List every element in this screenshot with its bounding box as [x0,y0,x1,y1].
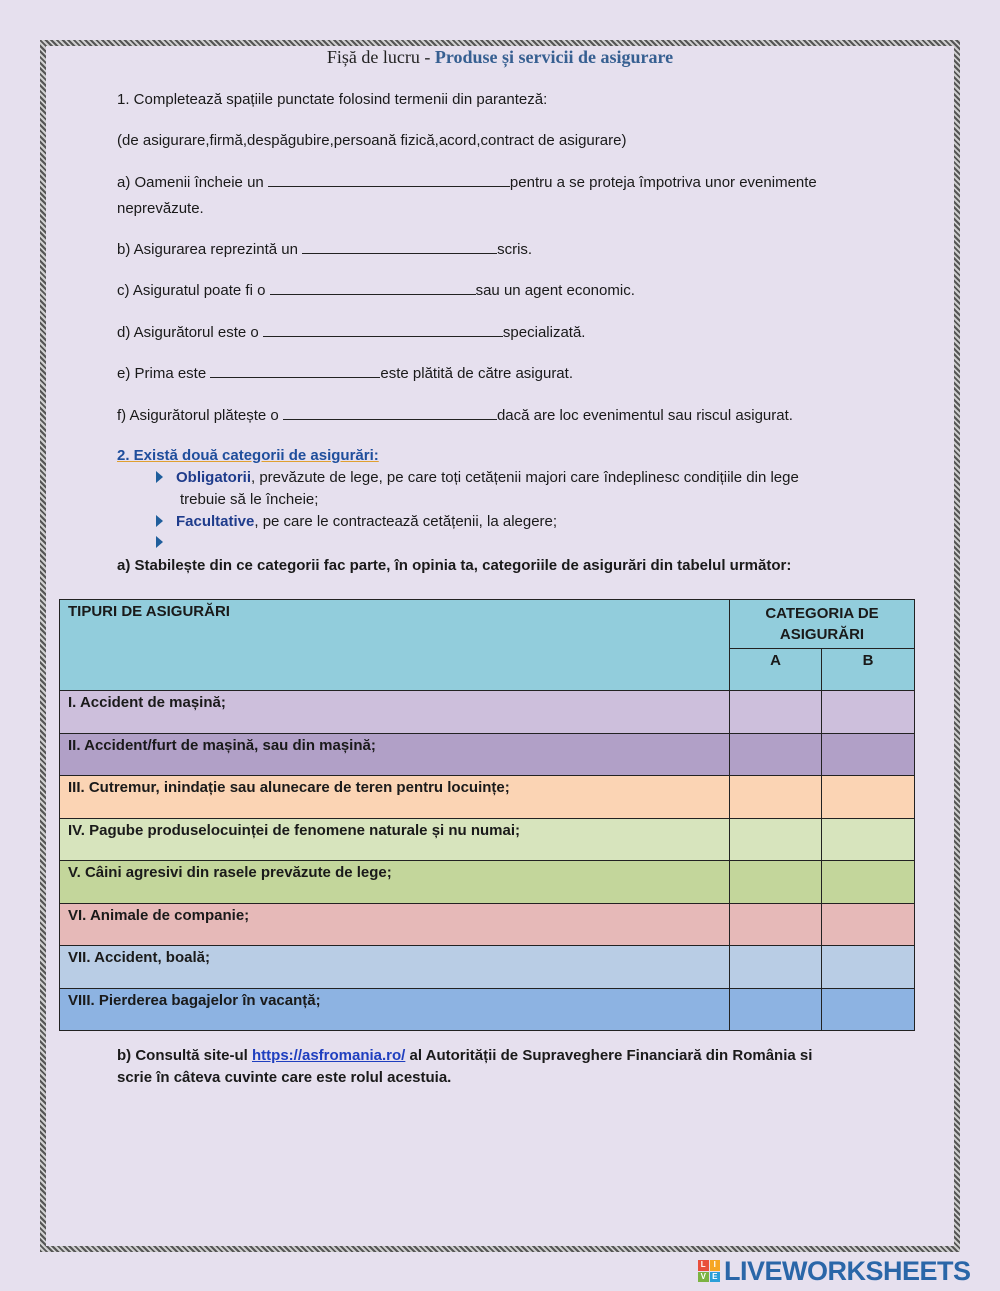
arrow-bullet-icon [156,536,163,548]
answer-cell-b[interactable] [822,903,915,946]
row-label: II. Accident/furt de mașină, sau din mașină; [60,733,730,776]
table-row [60,818,915,861]
row-label: III. Cutremur, inindație sau alunecare de teren pentru locuințe; [60,776,730,819]
fill-item-b: b) Asigurarea reprezintă un scris. [117,241,533,258]
header-category: CATEGORIA DE ASIGURĂRI [730,600,915,649]
arrow-bullet-icon [156,515,163,527]
table-row [60,733,915,776]
liveworksheets-logo [698,1255,971,1286]
answer-cell-a[interactable] [730,946,822,989]
table-row [60,946,915,989]
fill-item-a: a) Oamenii încheie un pentru a se proteja împotriva unor evenimente neprevăzute. [117,174,817,217]
blank-f[interactable] [283,406,497,420]
exercise2-heading: 2. Există două categorii de asigurări: [117,447,379,464]
blank-c[interactable] [270,281,476,295]
header-types: TIPURI DE ASIGURĂRI [60,600,730,691]
answer-cell-b[interactable] [822,861,915,904]
table-row [60,988,915,1031]
title-prefix: Fișă de lucru - [326,47,435,67]
liveworksheets-text: LIVEWORKSHEETS [724,1255,971,1286]
task-a: a) Stabilește din ce categorii fac parte, în opinia ta, categoriile de asigurări din tabelul următor: [117,557,792,574]
fill-item-e: e) Prima este este plătită de către asigurat. [117,365,573,382]
row-label: V. Câini agresivi din rasele prevăzute de lege; [60,861,730,904]
row-label: IV. Pagube produselocuinței de fenomene naturale și nu numai; [60,818,730,861]
answer-cell-a[interactable] [730,988,822,1031]
header-a: A [730,649,822,691]
page-title [0,47,1000,68]
answer-cell-a[interactable] [730,776,822,819]
answer-cell-b[interactable] [822,946,915,989]
answer-cell-a[interactable] [730,861,822,904]
table-row [60,903,915,946]
answer-cell-b[interactable] [822,988,915,1031]
category-facultative: Facultative, pe care le contractează cetățenii, la alegere; [176,513,558,530]
row-label: VI. Animale de companie; [60,903,730,946]
blank-d[interactable] [263,323,503,337]
row-label: VII. Accident, boală; [60,946,730,989]
table-row [60,861,915,904]
answer-cell-b[interactable] [822,818,915,861]
row-label: I. Accident de mașină; [60,691,730,734]
exercise1-terms: (de asigurare,firmă,despăgubire,persoană fizică,acord,contract de asigurare) [117,132,627,149]
blank-b[interactable] [302,240,497,254]
answer-cell-a[interactable] [730,733,822,776]
task-b: b) Consultă site-ul https://asfromania.ro/ al Autorității de Supraveghere Financiară din România si scrie în câteva cuvinte care este rolul acestuia. [117,1047,813,1086]
asf-link[interactable]: https://asfromania.ro/ [252,1047,406,1064]
answer-cell-b[interactable] [822,776,915,819]
title-topic: Produse și servicii de asigurare [434,47,674,67]
category-obligatorii: Obligatorii, prevăzute de lege, pe care toți cetățenii majori care îndeplinesc condițiile din lege trebuie să le încheie; [176,469,799,508]
fill-item-d: d) Asigurătorul este o specializată. [117,324,586,341]
answer-cell-b[interactable] [822,691,915,734]
answer-cell-a[interactable] [730,903,822,946]
live-badge-icon: L I V E [698,1260,720,1282]
fill-item-f: f) Asigurătorul plătește o dacă are loc evenimentul sau riscul asigurat. [117,407,793,424]
exercise1-instruction: 1. Completează spațiile punctate folosind termenii din paranteză: [117,91,548,108]
table-row [60,691,915,734]
answer-cell-b[interactable] [822,733,915,776]
blank-a[interactable] [268,173,510,187]
table-row [60,776,915,819]
arrow-bullet-icon [156,471,163,483]
blank-e[interactable] [210,364,380,378]
answer-cell-a[interactable] [730,691,822,734]
header-b: B [822,649,915,691]
insurance-table [59,599,915,1031]
answer-cell-a[interactable] [730,818,822,861]
fill-item-c: c) Asiguratul poate fi o sau un agent economic. [117,282,635,299]
row-label: VIII. Pierderea bagajelor în vacanță; [60,988,730,1031]
